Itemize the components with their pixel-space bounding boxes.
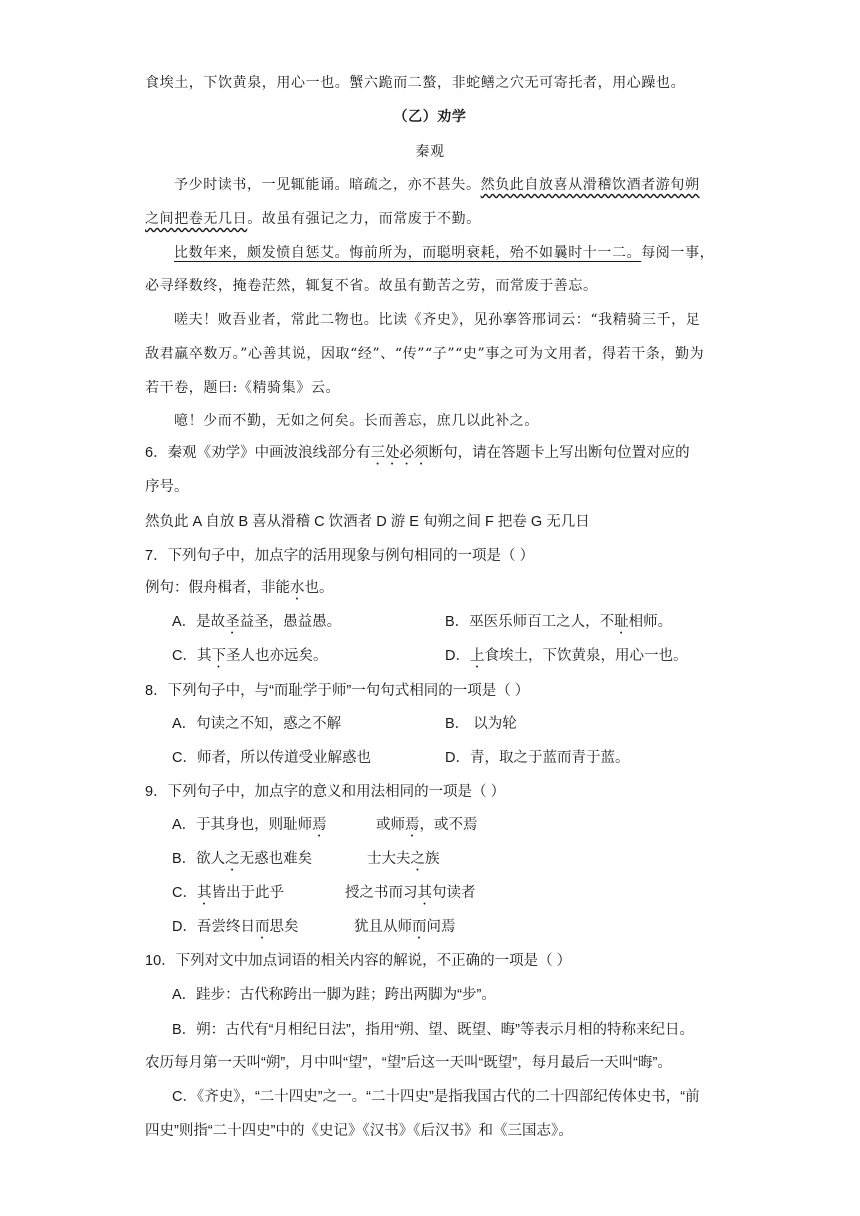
passage-b-p1-line1: [174, 175, 754, 195]
p2-plain: 每阅一事，: [641, 245, 715, 261]
q7-example-b: 也。: [304, 580, 334, 596]
q7-example-a: 例句：假舟楫者，非能: [145, 580, 290, 596]
passage-b-p3-line3: 若干卷，题曰:《精骑集》云。: [145, 380, 341, 396]
q6-stem-line2: 序号。: [145, 479, 189, 495]
passage-b-p3-line1: 嗟夫！败吾业者，常此二物也。比读《齐史》，见孙搴答邢词云：“我精骑三千，足: [174, 312, 701, 328]
exam-page: 食埃土，下饮黄泉，用心一也。蟹六跪而二螯，非蛇鳝之穴无可寄托者，用心躁也。 （乙）劝学 秦观 予少时读书，一见辄能诵。暗疏之，亦不甚失。然负此自放喜从滑稽饮酒者游旬朔 之间把卷无几日。故虽有强记之力，而常废于不勤。 比数年来，颇发愤自惩艾。悔前所为，而聪明衰耗，殆不如曩时十一二。每阅一事， 必寻绎数终，掩卷茫然，辄复不省。故虽有勤苦之劳，而常废于善忘。 嗟夫！败吾业者，常此二物也。比读《齐史》，见孙搴答邢词云：“我精骑三千，足 敌君羸卒数万。”心善其说，因取“经”、“传”“子”“史”事之可为文用者，得若干条，勤为 若干卷，题曰:《精骑集》云。 噫！少而不勤，无如之何矣。长而善忘，庶几以此补之。 6．秦观《劝学》中画波浪线部分有三处必须断句，请在答题卡上写出断句位置对应的 序号。 然负此 A 自放 B 喜从滑稽 C 饮酒者 D 游 E 旬朔之间 F 把卷 G 无几日 7．下列句子中，加点字的活用现象与例句相同的一项是（ ） 例句：假舟楫者，非能水也。 A．是故圣益圣，愚益愚。 B．巫医乐师百工之人，不耻相师。 C．其下圣人也亦远矣。 D．上食埃土，下饮黄泉，用心一也。 8．下列句子中，与“而耻学于师”一句句式相同的一项是（ ） A．句读之不知，惑之不解 B． 以为轮 C．师者，所以传道受业解惑也 D．青，取之于蓝而青于蓝。 9．下列句子中，加点字的意义和用法相同的一项是（ ） A．于其身也，则耻师焉 或师焉，或不焉 B．欲人之无惑也难矣 士大夫之族 C．其皆出于此乎 授之书而习其句读者 D．吾尝终日而思矣 犹且从师而问焉 10．下列对文中加点词语的相关内容的解说，不正确的一项是（ ） A．跬步：古代称跨出一脚为跬；跨出两脚为“步”。 B．朔：古代有“月相纪日法”，指用“朔、望、既望、晦”等表示月相的特称来纪日。 农历每月第一天叫“朔”，月中叫“望”，“望”后这一天叫“既望”，每月最后一天叫“晦”。 C．《齐史》，“二十四史”之一。“二十四史”是指我国古代的二十四部纪传体史书，“前 四史”则指“二十四史”中的《史记》《汉书》《后汉书》和《三国志》。: [0, 0, 860, 1216]
q7-stem: 7．下列句子中，加点字的活用现象与例句相同的一项是（ ）: [145, 548, 535, 564]
p1-line1-wavy: 然负此自放喜从滑稽饮酒者游旬朔: [480, 177, 700, 193]
q7-example: [145, 578, 725, 603]
q7-option-d[interactable]: D．上食埃土，下饮黄泉，用心一也。: [445, 648, 688, 664]
passage-b-p4-line1: 噫！少而不勤，无如之何矣。长而善忘，庶几以此补之。: [174, 413, 539, 429]
q8-option-b[interactable]: B． 以为轮: [445, 716, 517, 732]
q10-stem: 10．下列对文中加点词语的相关内容的解说，不正确的一项是（ ）: [145, 953, 572, 969]
q10-option-c-line1[interactable]: C．《齐史》，“二十四史”之一。“二十四史”是指我国古代的二十四部纪传体史书，“前: [172, 1089, 700, 1105]
q6-segments: 然负此 A 自放 B 喜从滑稽 C 饮酒者 D 游 E 旬朔之间 F 把卷 G 无几日: [145, 514, 590, 530]
q7-option-a[interactable]: A．是故圣益圣，愚益愚。: [172, 614, 342, 630]
q8-option-c[interactable]: C．师者，所以传道受业解惑也: [172, 750, 371, 766]
q7-option-b[interactable]: B．巫医乐师百工之人，不耻相师。: [445, 614, 673, 630]
q8-option-a[interactable]: A．句读之不知，惑之不解: [172, 716, 342, 732]
q10-option-b-line1[interactable]: B．朔：古代有“月相纪日法”，指用“朔、望、既望、晦”等表示月相的特称来纪日。: [172, 1022, 694, 1038]
q10-option-c-line2: 四史”则指“二十四史”中的《史记》《汉书》《后汉书》和《三国志》。: [145, 1123, 573, 1139]
q6-stem-dotted: 三处必须: [370, 445, 429, 461]
q10-option-a[interactable]: A．跬步：古代称跨出一脚为跬；跨出两脚为“步”。: [172, 987, 496, 1003]
passage-b-author: 秦观: [415, 144, 445, 160]
q8-option-d[interactable]: D．青，取之于蓝而青于蓝。: [445, 750, 630, 766]
q6-stem-b: 断句，请在答题卡上写出断句位置对应的: [428, 445, 690, 461]
passage-b-p3-line2: 敌君羸卒数万。”心善其说，因取“经”、“传”“子”“史”事之可为文用者，得若干条，勤为: [145, 346, 705, 362]
q6-stem: [145, 443, 725, 468]
q10-option-b-line2: 农历每月第一天叫“朔”，月中叫“望”，“望”后这一天叫“既望”，每月最后一天叫“晦”。: [145, 1055, 672, 1071]
passage-a-tail: 食埃土，下饮黄泉，用心一也。蟹六跪而二螯，非蛇鳝之穴无可寄托者，用心躁也。: [145, 75, 686, 91]
p1-line2-plain: 。故虽有强记之力，而常废于不勤。: [247, 211, 481, 227]
p2-underlined-2: 悔前所为，而聪明衰耗，殆不如曩时十一二。: [349, 245, 642, 261]
passage-b-title: （乙）劝学: [393, 109, 467, 125]
q8-stem: 8．下列句子中，与“而耻学于师”一句句式相同的一项是（ ）: [145, 683, 530, 699]
p2-underlined-1: 比数年来，颇发愤自惩艾。: [174, 245, 350, 261]
passage-b-p2-line2: 必寻绎数终，掩卷茫然，辄复不省。故虽有勤苦之劳，而常废于善忘。: [145, 278, 598, 294]
q9-stem: 9．下列句子中，加点字的意义和用法相同的一项是（ ）: [145, 784, 506, 800]
q7-example-dot: 水: [290, 580, 305, 596]
p1-line1-plain: 予少时读书，一见辄能诵。暗疏之，亦不甚失。: [174, 177, 481, 193]
passage-b-p2-line1: [174, 243, 754, 263]
q6-stem-a: 6．秦观《劝学》中画波浪线部分有: [145, 445, 371, 461]
q7-option-c[interactable]: C．其下圣人也亦远矣。: [172, 648, 328, 664]
p1-line2-wavy: 之间把卷无几日: [145, 211, 248, 227]
passage-b-p1-line2: [145, 209, 725, 229]
